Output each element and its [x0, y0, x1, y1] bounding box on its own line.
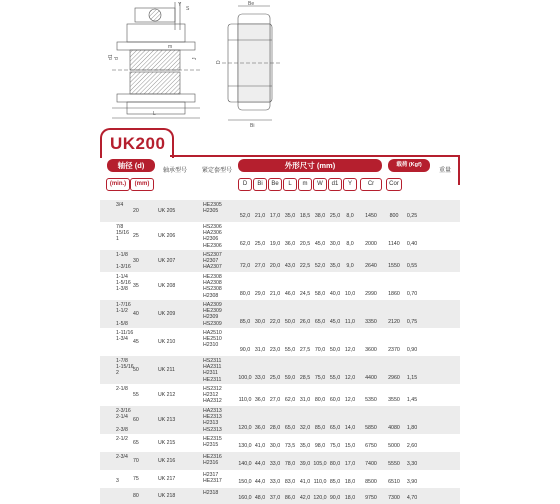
value-cell: 12,0 [344, 375, 356, 381]
bearing-model: UK 207 [158, 258, 176, 264]
table-row [100, 200, 460, 222]
value-cell: 60,0 [329, 397, 341, 403]
inch-size: 3/4 [116, 202, 124, 208]
value-cell: 1,15 [406, 375, 418, 381]
sleeve-model: HS2312 H2312 HA2312 [203, 386, 222, 405]
value-cell: 18,0 [344, 479, 356, 485]
column-header-d: D [238, 178, 252, 191]
value-cell: 1,45 [406, 397, 418, 403]
bearing-model: UK 206 [158, 233, 176, 239]
bearing-model: UK 212 [158, 392, 176, 398]
spec-table [100, 200, 460, 504]
value-cell: 33,0 [269, 461, 281, 467]
value-cell: 28,5 [299, 375, 311, 381]
value-cell: 10,0 [344, 291, 356, 297]
value-cell: 6750 [365, 443, 377, 449]
value-cell: 20,5 [299, 241, 311, 247]
value-cell: 0,75 [406, 319, 418, 325]
column-header-w: W [313, 178, 327, 191]
front-view-drawing [222, 6, 280, 120]
bearing-model: UK 215 [158, 440, 176, 446]
value-cell: 43,0 [284, 263, 296, 269]
table-row [100, 356, 460, 384]
value-cell: 0,25 [406, 213, 418, 219]
sleeve-model: HE2315 H2315 [203, 436, 222, 449]
value-cell: 3,30 [406, 461, 418, 467]
mm-size: 75 [133, 476, 139, 482]
sleeve-model: H2318 [203, 490, 219, 496]
mm-size: 20 [133, 208, 139, 214]
value-cell: 3350 [365, 319, 377, 325]
value-cell: 12,0 [344, 397, 356, 403]
label-s: S [186, 6, 190, 12]
value-cell: 120,0 [313, 495, 327, 501]
bearing-drawings [0, 0, 560, 130]
mm-size: 40 [133, 311, 139, 317]
value-cell: 44,0 [254, 461, 266, 467]
value-cell: 65,0 [284, 425, 296, 431]
inch-size: 3 [116, 478, 119, 485]
value-cell: 30,0 [329, 241, 341, 247]
sleeve-model: HE2305 H2305 [203, 202, 222, 215]
label-D: D [216, 60, 222, 64]
column-header-y: Y [343, 178, 357, 191]
value-cell: 20,0 [269, 263, 281, 269]
bearing-model: UK 210 [158, 339, 176, 345]
sleeve-model: HE2316 H2316 [203, 454, 222, 467]
column-header-be: Be [268, 178, 282, 191]
value-cell: 58,0 [314, 291, 326, 297]
value-cell: 140,0 [238, 461, 252, 467]
value-cell: 4,70 [406, 495, 418, 501]
value-cell: 15,0 [344, 443, 356, 449]
inch-size: 2-3/16 2-1/4 2-3/8 [116, 408, 131, 433]
value-cell: 85,0 [239, 319, 251, 325]
header-frame-line [170, 155, 460, 157]
value-cell: 0,40 [406, 241, 418, 247]
value-cell: 110,0 [238, 397, 252, 403]
bearing-model: UK 218 [158, 493, 176, 499]
value-cell: 41,0 [299, 479, 311, 485]
value-cell: 45,0 [314, 241, 326, 247]
value-cell: 98,0 [314, 443, 326, 449]
label-d: d [114, 57, 120, 60]
page-title: UK200 [110, 134, 166, 153]
mm-size: 80 [133, 493, 139, 499]
value-cell: 33,0 [269, 479, 281, 485]
bearing-model: UK 216 [158, 458, 176, 464]
inch-size: 1-1/8 1-3/16 [116, 252, 131, 271]
value-cell: 3,90 [406, 479, 418, 485]
value-cell: 5000 [388, 443, 400, 449]
value-cell: 6510 [388, 479, 400, 485]
value-cell: 29,0 [254, 291, 266, 297]
value-cell: 42,0 [299, 495, 311, 501]
value-cell: 30,0 [269, 443, 281, 449]
bearing-model: UK 217 [158, 476, 176, 482]
value-cell: 22,5 [299, 263, 311, 269]
value-cell: 8500 [365, 479, 377, 485]
value-cell: 27,0 [269, 397, 281, 403]
value-cell: 65,0 [314, 319, 326, 325]
value-cell: 1,80 [406, 425, 418, 431]
value-cell: 35,0 [299, 443, 311, 449]
value-cell: 1550 [388, 263, 400, 269]
mm-size: 35 [133, 283, 139, 289]
value-cell: 80,0 [314, 397, 326, 403]
value-cell: 150,0 [238, 479, 252, 485]
mm-size: 70 [133, 458, 139, 464]
table-row [100, 272, 460, 300]
sleeve-model: HA2313 HE2313 H2313 HS2313 [203, 408, 222, 433]
bearing-model: UK 213 [158, 417, 176, 423]
value-cell: 2960 [388, 375, 400, 381]
value-cell: 37,0 [269, 495, 281, 501]
value-cell: 2640 [365, 263, 377, 269]
value-cell: 46,0 [284, 291, 296, 297]
load-header: 载荷 (Kgf) [388, 159, 430, 172]
value-cell: 62,0 [239, 241, 251, 247]
side-section-drawing [112, 2, 200, 118]
value-cell: 90,0 [239, 347, 251, 353]
mm-label: (mm) [130, 178, 154, 191]
column-header-bi: Bi [253, 178, 267, 191]
value-cell: 1140 [388, 241, 400, 247]
value-cell: 14,0 [344, 425, 356, 431]
mm-size: 60 [133, 417, 139, 423]
value-cell: 18,5 [299, 213, 311, 219]
value-cell: 23,0 [269, 347, 281, 353]
value-cell: 33,0 [254, 375, 266, 381]
value-cell: 65,0 [329, 425, 341, 431]
value-cell: 31,0 [299, 397, 311, 403]
table-row [100, 328, 460, 356]
sleeve-model: HS2307 H2307 HA2307 [203, 252, 222, 271]
label-l: L [153, 111, 156, 117]
value-cell: 50,0 [284, 319, 296, 325]
value-cell: 50,0 [329, 347, 341, 353]
value-cell: 105,0 [313, 461, 327, 467]
value-cell: 24,5 [299, 291, 311, 297]
table-row [100, 452, 460, 470]
value-cell: 44,0 [254, 479, 266, 485]
table-row [100, 384, 460, 406]
table-row [100, 250, 460, 272]
value-cell: 31,0 [254, 347, 266, 353]
header-frame-right [458, 155, 460, 185]
label-j: J [192, 57, 198, 60]
column-header-cr: Cr [360, 178, 382, 191]
value-cell: 25,0 [269, 375, 281, 381]
sleeve-model: HS2311 HA2311 H2311 HE2311 [203, 358, 222, 383]
value-cell: 17,0 [344, 461, 356, 467]
value-cell: 7400 [365, 461, 377, 467]
value-cell: 8,0 [346, 213, 354, 219]
table-row [100, 434, 460, 452]
value-cell: 36,0 [254, 397, 266, 403]
value-cell: 52,0 [239, 213, 251, 219]
value-cell: 72,0 [239, 263, 251, 269]
table-row [100, 470, 460, 488]
value-cell: 3600 [365, 347, 377, 353]
value-cell: 36,0 [254, 425, 266, 431]
value-cell: 18,0 [344, 495, 356, 501]
mm-size: 45 [133, 339, 139, 345]
value-cell: 2990 [365, 291, 377, 297]
value-cell: 52,0 [314, 263, 326, 269]
sleeve-model: H2317 HE2317 [203, 472, 222, 485]
mm-size: 30 [133, 258, 139, 264]
mm-size: 50 [133, 367, 139, 373]
value-cell: 2000 [365, 241, 377, 247]
value-cell: 36,0 [284, 241, 296, 247]
value-cell: 45,0 [329, 319, 341, 325]
value-cell: 110,0 [313, 479, 327, 485]
value-cell: 12,0 [344, 347, 356, 353]
value-cell: 80,0 [239, 291, 251, 297]
value-cell: 85,0 [314, 425, 326, 431]
value-cell: 0,90 [406, 347, 418, 353]
value-cell: 55,0 [329, 375, 341, 381]
inch-size: 1-11/16 1-3/4 [116, 330, 134, 343]
min-label: (min.) [106, 178, 130, 191]
value-cell: 80,0 [329, 461, 341, 467]
table-row [100, 406, 460, 434]
value-cell: 2,60 [406, 443, 418, 449]
label-be: Be [248, 1, 255, 7]
value-cell: 2370 [388, 347, 400, 353]
sleeve-model-header: 紧定套型号 [201, 168, 232, 174]
value-cell: 3550 [388, 397, 400, 403]
value-cell: 7300 [388, 495, 400, 501]
value-cell: 21,0 [254, 213, 266, 219]
sleeve-model: HS2306 HA2306 H2306 HE2306 [203, 224, 222, 249]
value-cell: 30,0 [254, 319, 266, 325]
value-cell: 100,0 [238, 375, 252, 381]
value-cell: 1450 [365, 213, 377, 219]
sleeve-model: HA2309 HE2309 H2309 HS2309 [203, 302, 222, 327]
value-cell: 48,0 [254, 495, 266, 501]
value-cell: 4400 [365, 375, 377, 381]
shaft-diameter-header: 轴径 (d) [107, 159, 155, 172]
value-cell: 0,55 [406, 263, 418, 269]
inch-size: 2-1/8 [116, 386, 128, 392]
value-cell: 2120 [388, 319, 400, 325]
inch-size: 2-1/2 [116, 436, 128, 442]
column-header-d1: d1 [328, 178, 342, 191]
value-cell: 55,0 [284, 347, 296, 353]
value-cell: 160,0 [238, 495, 252, 501]
sleeve-model: HE2308 HA2308 HS2308 H2308 [203, 274, 222, 299]
mm-size: 65 [133, 440, 139, 446]
value-cell: 75,0 [329, 443, 341, 449]
table-row [100, 222, 460, 250]
column-header-l: L [283, 178, 297, 191]
label-y: Y [178, 2, 182, 8]
sleeve-model: HA2510 HE2510 H2310 [203, 330, 222, 349]
value-cell: 17,0 [269, 213, 281, 219]
weight-header: 重量 [438, 168, 451, 174]
mm-size: 25 [133, 233, 139, 239]
table-row [100, 300, 460, 328]
value-cell: 41,0 [254, 443, 266, 449]
bearing-model: UK 211 [158, 367, 175, 373]
bearing-model: UK 209 [158, 311, 176, 317]
value-cell: 70,0 [314, 347, 326, 353]
value-cell: 27,5 [299, 347, 311, 353]
value-cell: 73,5 [284, 443, 296, 449]
value-cell: 4080 [388, 425, 400, 431]
inch-size: 1-1/4 1-5/16 1-3/8 [116, 274, 131, 293]
value-cell: 5550 [388, 461, 400, 467]
value-cell: 27,0 [254, 263, 266, 269]
value-cell: 130,0 [238, 443, 252, 449]
value-cell: 8,0 [346, 241, 354, 247]
value-cell: 83,0 [284, 479, 296, 485]
value-cell: 28,0 [269, 425, 281, 431]
value-cell: 9,0 [346, 263, 354, 269]
value-cell: 1860 [388, 291, 400, 297]
value-cell: 5350 [365, 397, 377, 403]
table-row [100, 488, 460, 504]
value-cell: 59,0 [284, 375, 296, 381]
value-cell: 78,0 [284, 461, 296, 467]
dimensions-header: 外形尺寸 (mm) [238, 159, 382, 172]
value-cell: 35,0 [329, 263, 341, 269]
value-cell: 19,0 [269, 241, 281, 247]
value-cell: 5850 [365, 425, 377, 431]
value-cell: 32,0 [299, 425, 311, 431]
value-cell: 85,0 [329, 479, 341, 485]
value-cell: 90,0 [329, 495, 341, 501]
value-cell: 86,0 [284, 495, 296, 501]
value-cell: 40,0 [329, 291, 341, 297]
value-cell: 25,0 [254, 241, 266, 247]
label-bi: Bi [250, 123, 255, 129]
bearing-model: UK 205 [158, 208, 176, 214]
label-m: m [168, 44, 173, 50]
value-cell: 21,0 [269, 291, 281, 297]
inch-size: 7/8 15/16 1 [116, 224, 129, 243]
value-cell: 11,0 [345, 319, 355, 325]
value-cell: 120,0 [238, 425, 252, 431]
mm-size: 55 [133, 392, 139, 398]
value-cell: 22,0 [269, 319, 281, 325]
value-cell: 0,70 [406, 291, 418, 297]
inch-size: 1-7/8 1-15/16 2 [116, 358, 134, 377]
column-header-cor: Cor [386, 178, 402, 191]
label-d1: d1 [108, 54, 114, 60]
bearing-model-header: 轴承型号 [162, 168, 187, 174]
value-cell: 62,0 [284, 397, 296, 403]
value-cell: 35,0 [284, 213, 296, 219]
value-cell: 800 [389, 213, 399, 219]
value-cell: 39,0 [299, 461, 311, 467]
value-cell: 26,0 [299, 319, 311, 325]
value-cell: 75,0 [314, 375, 326, 381]
bearing-model: UK 208 [158, 283, 176, 289]
value-cell: 9750 [365, 495, 377, 501]
column-header-m: m [298, 178, 312, 191]
inch-size: 2-3/4 [116, 454, 128, 460]
inch-size: 1-7/16 1-1/2 1-5/8 [116, 302, 131, 327]
value-cell: 38,0 [314, 213, 326, 219]
value-cell: 25,0 [329, 213, 341, 219]
